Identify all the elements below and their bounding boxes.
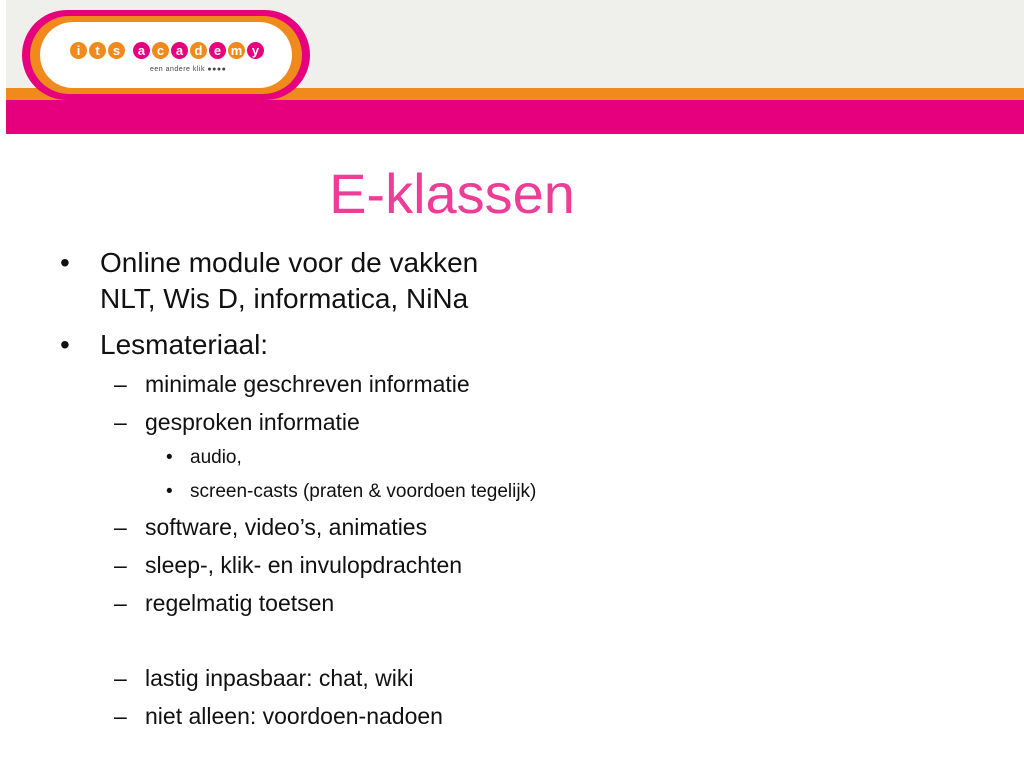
logo-letter: m xyxy=(228,42,245,59)
sub-bullet-marker: – xyxy=(114,665,127,691)
logo-letter: a xyxy=(171,42,188,59)
sub-bullet-marker: – xyxy=(114,552,127,578)
slide-title: E-klassen xyxy=(329,162,575,225)
logo-letter: y xyxy=(247,42,264,59)
sub-bullet-marker: – xyxy=(114,590,127,616)
sub-sub-bullet-marker: • xyxy=(166,481,173,502)
bullet-marker: • xyxy=(60,247,70,278)
sub-bullet-item: lastig inpasbaar: chat, wiki xyxy=(145,665,414,691)
bullet-item-continuation: NLT, Wis D, informatica, NiNa xyxy=(100,283,469,314)
logo-tagline: een andere klik ●●●● xyxy=(150,66,227,73)
sub-bullet-item: gesproken informatie xyxy=(145,409,360,435)
sub-bullet-item: niet alleen: voordoen-nadoen xyxy=(145,703,443,729)
logo-letter: i xyxy=(70,42,87,59)
logo-letter: t xyxy=(89,42,106,59)
sub-bullet-marker: – xyxy=(114,703,127,729)
logo-letter: a xyxy=(133,42,150,59)
sub-bullet-marker: – xyxy=(114,514,127,540)
sub-bullet-marker: – xyxy=(114,409,127,435)
sub-bullet-item: regelmatig toetsen xyxy=(145,590,335,616)
logo-letter: d xyxy=(190,42,207,59)
logo-letter: s xyxy=(108,42,125,59)
sub-sub-bullet-item: screen-casts (praten & voordoen tegelijk) xyxy=(190,481,537,502)
bullet-item: Online module voor de vakken xyxy=(100,247,479,278)
sub-bullet-item: sleep-, klik- en invulopdrachten xyxy=(145,552,463,578)
logo-letter: e xyxy=(209,42,226,59)
logo-letter: c xyxy=(152,42,169,59)
sub-bullet-marker: – xyxy=(114,371,127,397)
sub-bullet-item: software, video’s, animaties xyxy=(145,514,428,540)
sub-sub-bullet-marker: • xyxy=(166,447,173,468)
sub-bullet-item: minimale geschreven informatie xyxy=(145,371,470,397)
bullet-marker: • xyxy=(60,329,70,360)
sub-sub-bullet-item: audio, xyxy=(190,447,242,468)
bullet-item: Lesmateriaal: xyxy=(100,329,269,360)
